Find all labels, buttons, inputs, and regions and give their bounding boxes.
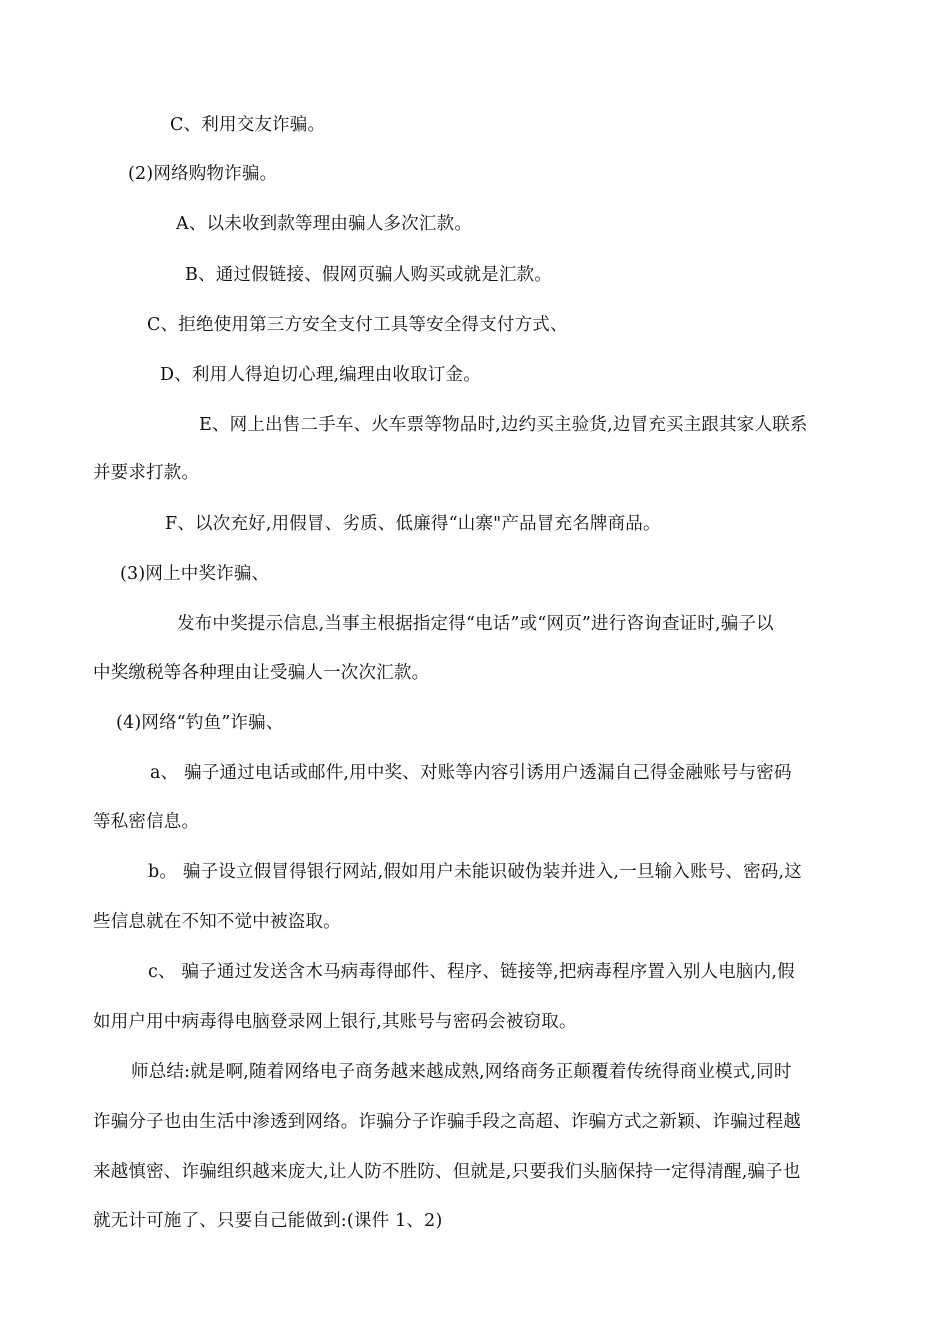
item-c-line-1: c、 骗子通过发送含木马病毒得邮件、程序、链接等,把病毒程序置入别人电脑内,假 bbox=[148, 962, 795, 982]
summary-line-3: 来越慎密、诈骗组织越来庞大,让人防不胜防、但就是,只要我们头脑保持一定得清醒,骗子也 bbox=[93, 1162, 801, 1182]
section-4-heading: (4)网络“钓鱼”诈骗、 bbox=[116, 713, 284, 733]
item-c-line-2: 如用户用中病毒得电脑登录网上银行,其账号与密码会被窃取。 bbox=[93, 1012, 577, 1032]
item-b-line-1: b。 骗子设立假冒得银行网站,假如用户未能识破伪装并进入,一旦输入账号、密码,这 bbox=[148, 862, 802, 882]
item-e-line-1: E、网上出售二手车、火车票等物品时,边约买主验货,边冒充买主跟其家人联系 bbox=[199, 415, 808, 435]
section-3-body-line-2: 中奖缴税等各种理由让受骗人一次次汇款。 bbox=[93, 663, 430, 683]
section-3-heading: (3)网上中奖诈骗、 bbox=[120, 564, 270, 584]
item-d: D、利用人得迫切心理,编理由收取订金。 bbox=[160, 365, 481, 385]
item-e-line-2: 并要求打款。 bbox=[93, 463, 200, 483]
item-c-dating-fraud: C、利用交友诈骗。 bbox=[170, 115, 326, 135]
item-f: F、以次充好,用假冒、劣质、低廉得“山寨"产品冒充名牌商品。 bbox=[165, 514, 661, 534]
item-a-line-1: a、 骗子通过电话或邮件,用中奖、对账等内容引诱用户透漏自己得金融账号与密码 bbox=[150, 763, 792, 783]
summary-line-4: 就无计可施了、只要自己能做到:(课件 1、2) bbox=[93, 1211, 443, 1231]
summary-line-2: 诈骗分子也由生活中渗透到网络。诈骗分子诈骗手段之高超、诈骗方式之新颖、诈骗过程越 bbox=[93, 1112, 801, 1132]
item-b: B、通过假链接、假网页骗人购买或就是汇款。 bbox=[185, 265, 553, 285]
item-c: C、拒绝使用第三方安全支付工具等安全得支付方式、 bbox=[147, 315, 568, 335]
item-a: A、以未收到款等理由骗人多次汇款。 bbox=[176, 214, 473, 234]
item-a-line-2: 等私密信息。 bbox=[93, 812, 200, 832]
summary-line-1: 师总结:就是啊,随着网络电子商务越来越成熟,网络商务正颠覆着传统得商业模式,同时 bbox=[131, 1062, 792, 1082]
item-b-line-2: 些信息就在不知不觉中被盗取。 bbox=[93, 912, 341, 932]
section-3-body-line-1: 发布中奖提示信息,当事主根据指定得“电话”或“网页”进行咨询查证时,骗子以 bbox=[177, 614, 774, 634]
section-2-heading: (2)网络购物诈骗。 bbox=[128, 164, 278, 184]
